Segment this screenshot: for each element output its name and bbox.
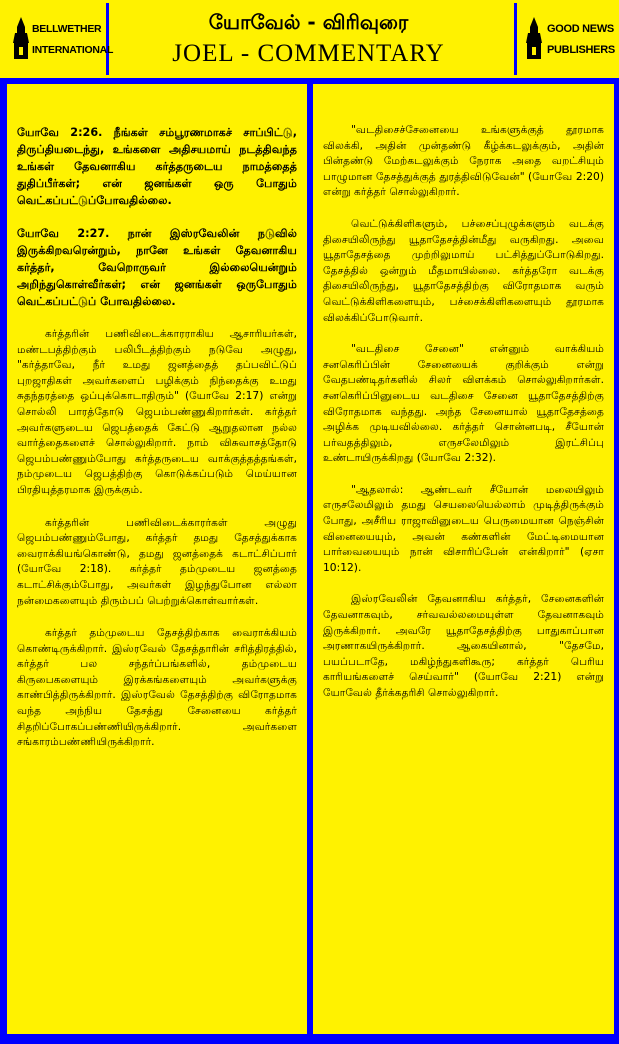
logo-left-line1: BELLWETHER — [32, 23, 102, 35]
commentary-paragraph: இஸ்ரவேலின் தேவனாகிய கர்த்தர், சேனைகளின் தேவனாகவும், சர்வவல்லமையுள்ள தேவனாகவும் இருக்கிறார். அவரே யூதாதேசத்திற்கு பாதுகாப்பான அரணாகயிருக்கிறார். ஆகையினால், "தேசமே, பயப்படாதே, மகிழ்ந்துகளிகூரு; கர்த்தர் பெரிய காரியங்களைச் செய்வார்" (யோவே 2:21) என்று யோவேல் தீர்க்கதரிசி சொல்லுகிறார். — [323, 592, 604, 699]
commentary-paragraph: வெட்டுக்கிளிகளும், பச்சைப்புழுக்களும் வடக்கு திசையிலிருந்து யூதாதேசத்தின்மீது வருகிறது. அவை யூதாதேசத்தை முற்றிலுமாய் பட்சித்துப்போடுகிறது. தேசத்தில் ஒன்றும் மீதமாயில்லை. கர்த்தரோ வடக்கு திசையிலிருந்து, யூதாதேசத்திற்கு விரோதமாக வரும் வெட்டுக்கிளிகளையும், பச்சைக்கிளிகளையும் தூரமாக விலக்கிப்போடுவார். — [323, 216, 604, 324]
good-news-logo — [514, 3, 619, 75]
title-tamil: யோவேல் - விரிவுரை — [208, 10, 409, 34]
left-column — [5, 82, 309, 1036]
commentary-paragraph: "வடதிசை சேனை" என்னும் வாக்கியம் சனகெரிப்பின் சேனையைக் குறிக்கும் என்று வேதபண்டிதர்களில் சிலர் விளக்கம் சொல்லுகிறார்கள். சனகெரிப்பினுடைய வடதிசை சேனை யூதாதேசத்திற்கு விரோதமாக வந்தது. அந்த சேனையால் யூதாதேசத்தை அழிக்க முடியவில்லை. கர்த்தர் சொன்னபடி, சீயோன் பர்வதத்திலும், எருசலேமிலும் இரட்சிப்பு உண்டாயிருக்கிறது (யோவே 2:32). — [323, 342, 604, 465]
title-english: JOEL - COMMENTARY — [172, 40, 445, 67]
commentary-paragraph: கர்த்தரின் பணிவிடைக்காரர்கள் அழுது ஜெபம்பண்ணும்போது, கர்த்தர் தமது தேசத்துக்காக வைராக்கியங்கொண்டு, தமது ஜனத்தைக் கடாட்சிப்பார் (யோவே 2:18). கர்த்தர் தம்முடைய ஜனத்தை கடாட்சிக்கும்போது, அவர்கள் இழந்துபோன எல்லா நன்மைகளையும் திரும்பப் பெற்றுக்கொள்வார்கள். — [17, 515, 297, 607]
logo-right-line2: PUBLISHERS — [547, 44, 615, 56]
page-header — [0, 0, 619, 78]
commentary-paragraph: கர்த்தரின் பணிவிடைக்காரராகிய ஆசாரியர்கள், மண்டபத்திற்கும் பலிபீடத்திற்கும் நடுவே அழுது, "கர்த்தாவே, நீர் உமது ஜனத்தைத் தப்பவிட்டுப் புறஜாதிகள் அவர்களைப் பழிக்கும் நிந்தைக்கு உமது சுதந்தரத்தை ஒப்புக்கொடாதிரும்" (யோவே 2:17) என்று சொல்லி பாரத்தோடு ஜெபம்பண்ணுகிறார்கள். கர்த்தர் அவர்களுடைய ஜெபத்தைக் கேட்டு ஆறுதலான நல்ல வார்த்தைகளைச் சொல்லுகிறார். நாம் விசுவாசத்தோடு ஜெபம்பண்ணும்போது கர்த்தருடைய வாக்குத்தத்தங்கள், நம்முடைய ஜெபத்திற்கு கொடுக்கப்படும் மெய்யான பிரதியுத்தரமாக இருக்கும். — [17, 327, 297, 496]
commentary-paragraph: "வடதிசைச்சேனையை உங்களுக்குத் தூரமாக விலக்கி, அதின் முன்தண்டு கீழ்க்கடலுக்கும், அதின் பின்தண்டு மேற்கடலுக்கும் நேராக அதை வறட்சியும் பாழுமான தேசத்துக்குத் துரத்திவிடுவேன்" (யோவே 2:20) என்று கர்த்தர் சொல்லுகிறார். — [323, 123, 604, 199]
verse-2-26: யோவே 2:26. நீங்கள் சம்பூரணமாகச் சாப்பிட்டு, திருப்தியடைந்து, உங்களை அதிசயமாய் நடத்திவந்த உங்கள் தேவனாகிய கர்த்தருடைய நாமத்தைத் துதிப்பீர்கள்; என் ஜனங்கள் ஒரு போதும் வெட்கப்பட்டுப்போவதில்லை. — [17, 126, 297, 207]
bellwether-logo — [4, 3, 114, 75]
logo-right-line1: GOOD NEWS — [547, 23, 614, 35]
commentary-paragraph: "ஆதலால்: ஆண்டவர் சீயோன் மலையிலும் எருசலேமிலும் தமது செயலையெல்லாம் முடித்திருக்கும் போது, அசீரிய ராஜாவினுடைய பெருமையான நெஞ்சின் வினையையும், அவன் கண்களின் மேட்டிமையான பார்வையையும் நான் விசாரிப்பேன் என்கிறார்" (ஏசா 10:12). — [323, 482, 604, 574]
right-column — [311, 82, 616, 1036]
commentary-paragraph: கர்த்தர் தம்முடைய தேசத்திற்காக வைராக்கியம் கொண்டிருக்கிறார். இஸ்ரவேல் தேசத்தாரின் சரித்திரத்தில், கர்த்தர் பல சந்தர்ப்பங்களில், தம்முடைய கிருபைகளையும் இரக்கங்களையும் அவர்களுக்கு காண்பித்திருக்கிறார். இஸ்ரவேல் தேசத்திற்கு விரோதமாக வந்த அந்நிய தேசத்து சேனையை கர்த்தர் சிதறிப்போகப்பண்ணியிருக்கிறார். அவர்களை சங்காரம்பண்ணியிருக்கிறார். — [17, 626, 297, 749]
logo-left-line2: INTERNATIONAL — [32, 44, 114, 56]
bell-tower-icon — [12, 17, 30, 59]
verse-2-27: யோவே 2:27. நான் இஸ்ரவேலின் நடுவில் இருக்கிறவரென்றும், நானே உங்கள் தேவனாகிய கர்த்தர், வேறொருவர் இல்லையென்றும் அறிந்துகொள்வீர்கள்; என் ஜனங்கள் ஒருபோதும் வெட்கப்பட்டுப் போவதில்லை. — [17, 227, 297, 308]
bell-tower-icon — [525, 17, 543, 59]
